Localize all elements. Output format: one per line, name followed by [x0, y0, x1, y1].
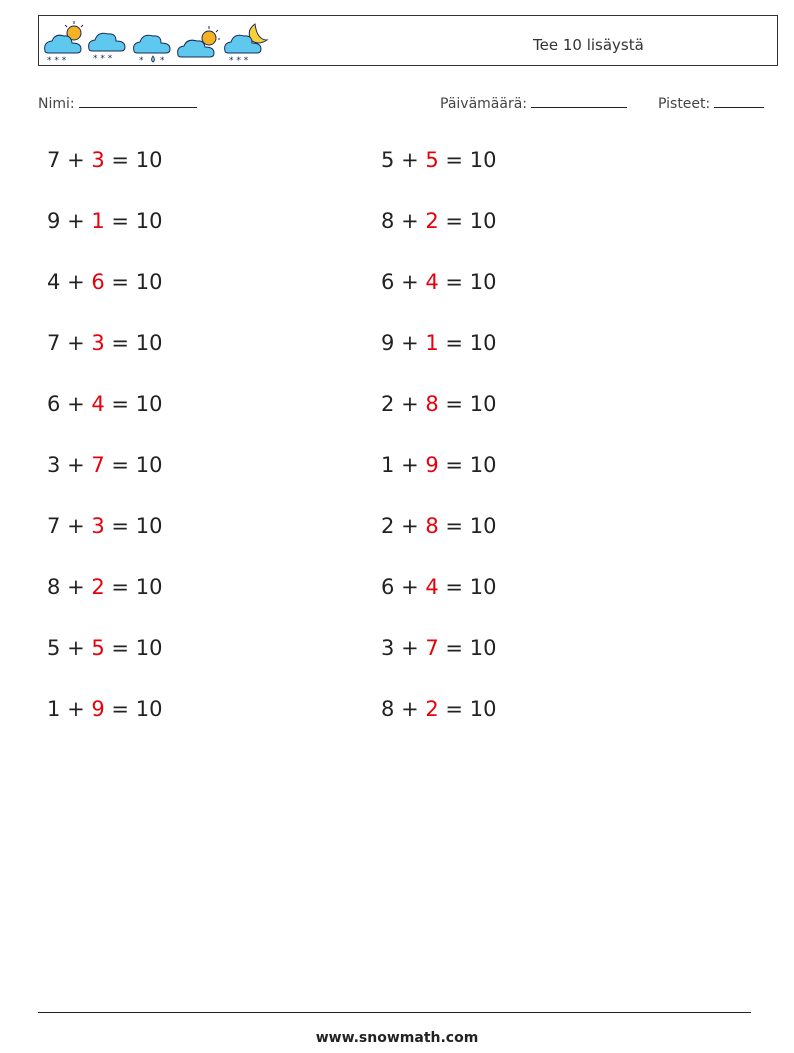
equals-sign: = [445, 453, 464, 477]
problem-row [381, 453, 496, 477]
addend-a: 6 [381, 270, 395, 294]
svg-text:*: * [139, 56, 144, 64]
problem-row [47, 209, 162, 233]
addend-a: 3 [47, 453, 61, 477]
svg-text:* * *: * * * [47, 56, 67, 64]
addend-a: 7 [47, 331, 61, 355]
equals-sign: = [445, 331, 464, 355]
equals-sign: = [111, 636, 130, 660]
sum-value: 10 [469, 514, 497, 538]
equals-sign: = [111, 148, 130, 172]
sum-value: 10 [469, 270, 497, 294]
answer-addend: 4 [425, 270, 439, 294]
plus-sign: + [67, 209, 85, 233]
score-label: Pisteet: [658, 96, 711, 112]
problem-row [47, 453, 162, 477]
sum-value: 10 [135, 636, 163, 660]
answer-addend: 4 [91, 392, 105, 416]
svg-text:* * *: * * * [93, 54, 113, 64]
sum-value: 10 [135, 697, 163, 721]
addend-a: 1 [381, 453, 395, 477]
problem-row [381, 575, 496, 599]
plus-sign: + [67, 148, 85, 172]
plus-sign: + [401, 697, 419, 721]
plus-sign: + [67, 514, 85, 538]
addend-a: 5 [47, 636, 61, 660]
sum-value: 10 [469, 453, 497, 477]
sum-value: 10 [135, 331, 163, 355]
problem-row [47, 636, 162, 660]
answer-addend: 3 [91, 514, 105, 538]
plus-sign: + [401, 209, 419, 233]
addend-a: 7 [47, 514, 61, 538]
sum-value: 10 [469, 209, 497, 233]
addend-a: 7 [47, 148, 61, 172]
answer-addend: 8 [425, 392, 439, 416]
footer-divider [38, 1012, 751, 1013]
plus-sign: + [67, 575, 85, 599]
plus-sign: + [401, 392, 419, 416]
equals-sign: = [445, 697, 464, 721]
answer-addend: 2 [91, 575, 105, 599]
answer-addend: 3 [91, 148, 105, 172]
equals-sign: = [111, 270, 130, 294]
sum-value: 10 [469, 636, 497, 660]
cloud-sun-snow-icon [45, 21, 83, 64]
sum-value: 10 [135, 453, 163, 477]
plus-sign: + [67, 453, 85, 477]
equals-sign: = [111, 209, 130, 233]
sum-value: 10 [135, 209, 163, 233]
equals-sign: = [111, 514, 130, 538]
cloud-sun-icon [178, 26, 220, 57]
equals-sign: = [445, 392, 464, 416]
answer-addend: 5 [91, 636, 105, 660]
answer-addend: 5 [425, 148, 439, 172]
addend-a: 2 [381, 392, 395, 416]
plus-sign: + [401, 575, 419, 599]
date-blank[interactable] [531, 93, 627, 108]
name-field [38, 93, 197, 112]
answer-addend: 9 [91, 697, 105, 721]
equals-sign: = [111, 331, 130, 355]
worksheet-header [38, 15, 778, 66]
plus-sign: + [401, 270, 419, 294]
problem-row [381, 209, 496, 233]
addend-a: 3 [381, 636, 395, 660]
addend-a: 8 [381, 209, 395, 233]
plus-sign: + [67, 270, 85, 294]
addend-a: 6 [47, 392, 61, 416]
problem-row [381, 697, 496, 721]
plus-sign: + [401, 636, 419, 660]
plus-sign: + [67, 697, 85, 721]
equals-sign: = [111, 575, 130, 599]
plus-sign: + [67, 392, 85, 416]
weather-icons [41, 18, 271, 64]
answer-addend: 1 [91, 209, 105, 233]
name-blank[interactable] [79, 93, 197, 108]
name-label: Nimi: [38, 96, 75, 112]
cloud-snow-icon [89, 33, 125, 64]
problem-row [47, 575, 162, 599]
problem-row [381, 148, 496, 172]
sum-value: 10 [469, 148, 497, 172]
equals-sign: = [445, 636, 464, 660]
addend-a: 9 [381, 331, 395, 355]
answer-addend: 6 [91, 270, 105, 294]
worksheet-title: Tee 10 lisäystä [533, 36, 644, 54]
equals-sign: = [445, 575, 464, 599]
answer-addend: 9 [425, 453, 439, 477]
answer-addend: 7 [425, 636, 439, 660]
cloud-moon-snow-icon [225, 24, 267, 64]
addend-a: 4 [47, 270, 61, 294]
problem-row [47, 331, 162, 355]
problem-row [47, 697, 162, 721]
date-label: Päivämäärä: [440, 96, 527, 112]
equals-sign: = [111, 453, 130, 477]
addend-a: 8 [381, 697, 395, 721]
sum-value: 10 [469, 575, 497, 599]
plus-sign: + [67, 331, 85, 355]
addend-a: 9 [47, 209, 61, 233]
problem-row [47, 514, 162, 538]
plus-sign: + [401, 453, 419, 477]
equals-sign: = [111, 392, 130, 416]
addend-a: 8 [47, 575, 61, 599]
svg-text:* * *: * * * [229, 56, 249, 64]
equals-sign: = [111, 697, 130, 721]
sum-value: 10 [469, 331, 497, 355]
sum-value: 10 [135, 392, 163, 416]
sum-value: 10 [135, 575, 163, 599]
problem-row [381, 331, 496, 355]
addend-a: 1 [47, 697, 61, 721]
cloud-rain-snow-icon [134, 35, 170, 64]
problem-row [381, 514, 496, 538]
problem-row [47, 148, 162, 172]
equals-sign: = [445, 514, 464, 538]
answer-addend: 2 [425, 697, 439, 721]
answer-addend: 8 [425, 514, 439, 538]
date-field [440, 93, 627, 112]
answer-addend: 3 [91, 331, 105, 355]
answer-addend: 4 [425, 575, 439, 599]
answer-addend: 2 [425, 209, 439, 233]
sum-value: 10 [469, 697, 497, 721]
problem-row [381, 392, 496, 416]
score-blank[interactable] [714, 93, 764, 108]
equals-sign: = [445, 209, 464, 233]
answer-addend: 1 [425, 331, 439, 355]
problem-row [381, 270, 496, 294]
plus-sign: + [67, 636, 85, 660]
footer-url: www.snowmath.com [315, 1030, 479, 1046]
addend-a: 5 [381, 148, 395, 172]
equals-sign: = [445, 148, 464, 172]
plus-sign: + [401, 331, 419, 355]
sum-value: 10 [135, 270, 163, 294]
sum-value: 10 [135, 514, 163, 538]
equals-sign: = [445, 270, 464, 294]
score-field [658, 93, 764, 112]
sum-value: 10 [135, 148, 163, 172]
plus-sign: + [401, 148, 419, 172]
sum-value: 10 [469, 392, 497, 416]
problem-row [47, 392, 162, 416]
plus-sign: + [401, 514, 419, 538]
addend-a: 2 [381, 514, 395, 538]
problem-row [381, 636, 496, 660]
problem-row [47, 270, 162, 294]
addend-a: 6 [381, 575, 395, 599]
svg-text:*: * [160, 56, 165, 64]
answer-addend: 7 [91, 453, 105, 477]
